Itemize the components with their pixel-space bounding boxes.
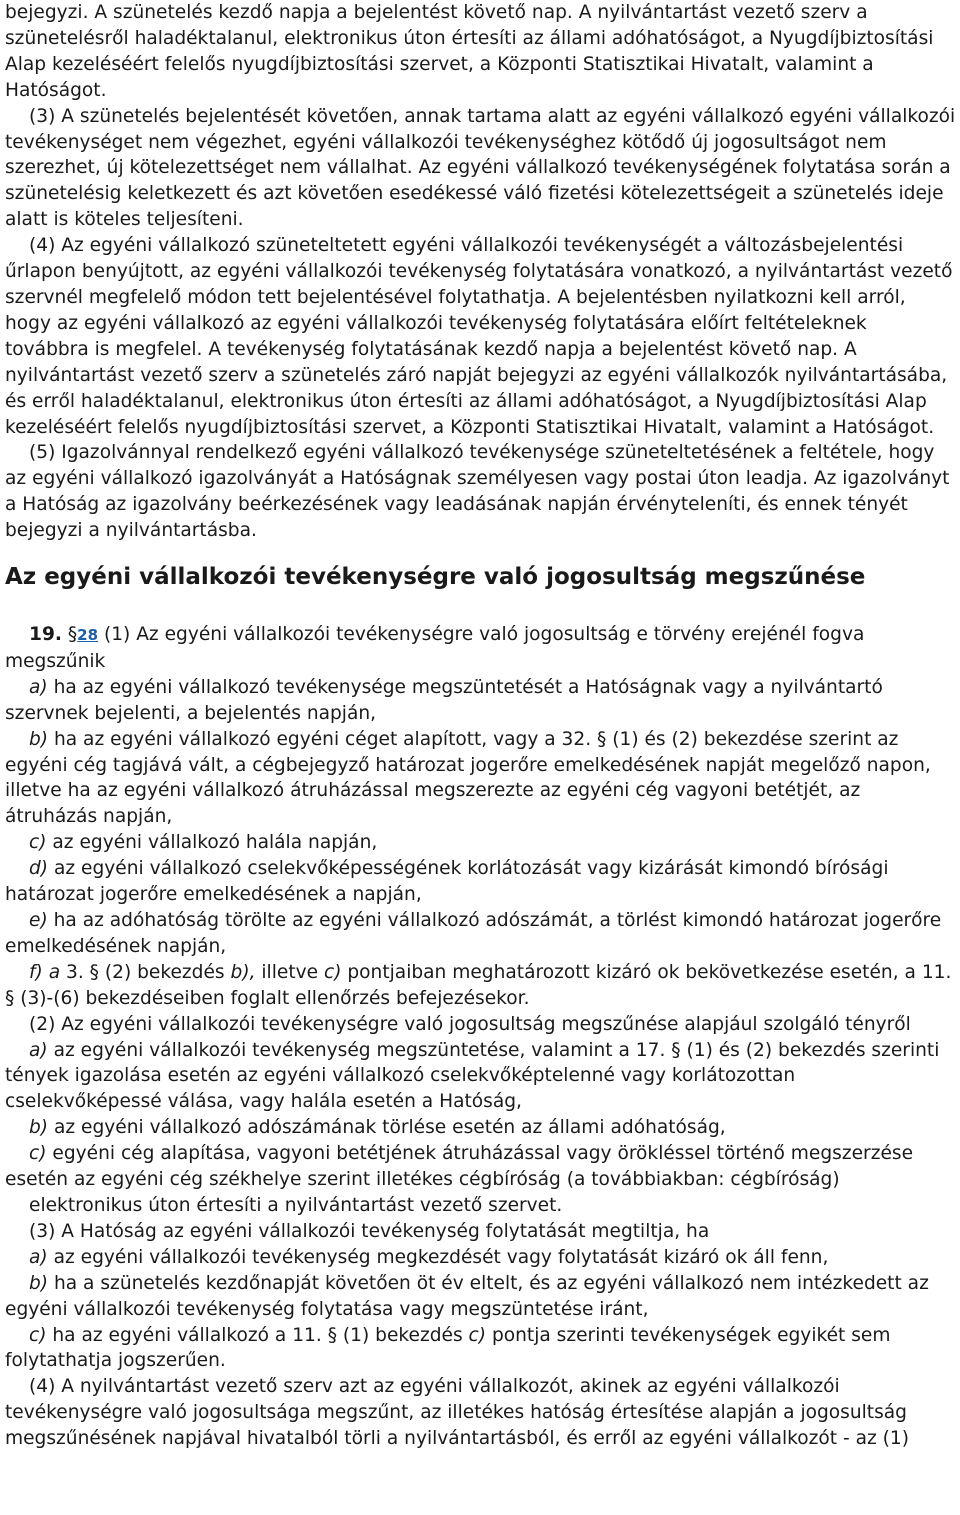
item-text: pontjaiban meghatározott kizáró ok bekövetkezése esetén, a 11. § (3)-(6) bekezdéseiben foglalt ellenőrzés befejezésekor. <box>5 961 952 1009</box>
item-label: c) <box>29 1324 47 1346</box>
item-text: ha az adóhatóság törölte az egyéni vállalkozó adószámát, a törlést kimondó határozat jogerőre emelkedésének napján, <box>5 910 942 957</box>
item-label: b) <box>29 1272 49 1294</box>
item-label: a) <box>29 1246 48 1268</box>
item-3b <box>5 1271 956 1323</box>
item-label: b) <box>29 728 49 750</box>
item-text: 3. § (2) bekezdés <box>60 961 231 983</box>
item-text: az egyéni vállalkozó adószámának törlése esetén az állami adóhatóság, <box>48 1117 726 1139</box>
item-ref: c) <box>468 1324 487 1346</box>
spacer <box>5 544 956 562</box>
item-label: c) <box>29 1143 47 1165</box>
section-title: Az egyéni vállalkozói tevékenységre való jogosultság megszűnése <box>5 564 866 591</box>
paragraph-4: (4) Az egyéni vállalkozó szüneteltetett egyéni vállalkozói tevékenységét a változásbejelentési űrlapon benyújtott, az egyéni vállalkozói tevékenység folytatására vonatkozó, a nyilvántartást vezető szervnél megfelelő módon tett bejelentésével folytathatja. A bejelentésben nyilatkozni kell arról, hogy az egyéni vállalkozó az egyéni vállalkozói tevékenység folytatására előírt feltételeknek továbbra is megfelel. A tevékenység folytatásának kezdő napja a bejelentést követő nap. A nyilvántartást vezető szerv a szünetelés záró napját bejegyzi az egyéni vállalkozók nyilvántartásába, és erről haladéktalanul, elektronikus úton értesíti az állami adóhatóságot, a Nyugdíjbiztosítási Alap kezeléséért felelős nyugdíjbiztosítási szervet, a Központi Statisztikai Hivatalt, valamint a Hatóságot. <box>5 235 953 438</box>
section-19-paragraph-3: (3) A Hatóság az egyéni vállalkozói tevékenység folytatását megtiltja, ha <box>29 1220 710 1242</box>
item-1e <box>5 908 956 960</box>
item-1a <box>5 675 956 727</box>
item-2a <box>5 1038 956 1116</box>
item-1c <box>5 830 956 856</box>
section-19-paragraph-1 <box>5 622 956 675</box>
item-2-tail: elektronikus úton értesíti a nyilvántartást vezető szervet. <box>29 1194 563 1216</box>
item-text: ha az egyéni vállalkozó tevékenysége megszüntetését a Hatóságnak vagy a nyilvántartó szervnek bejelenti, a bejelentés napján, <box>5 676 883 724</box>
item-text: egyéni cég alapítása, vagyoni betétjének átruházással vagy örökléssel történő megszerzése esetén az egyéni cég székhelye szerint illetékes cégbíróság (a továbbiakban: cégbíróság) <box>5 1143 914 1191</box>
item-ref: b), <box>230 961 256 983</box>
item-1d <box>5 856 956 908</box>
item-text: ha a szünetelés kezdőnapját követően öt év eltelt, és az egyéni vállalkozó nem intézkedett az egyéni vállalkozói tevékenység folytatása vagy megszüntetése iránt, <box>5 1272 929 1320</box>
section-19-paragraph-4: (4) A nyilvántartást vezető szerv azt az egyéni vállalkozót, akinek az egyéni vállalkozói tevékenységre való jogosultsága megszűnt, az illetékes hatóság értesítése alapján a jogosultság megszűnésének napjával hivatalból törli a nyilvántartásból, és erről az egyéni vállalkozót - az (1) <box>5 1376 909 1450</box>
footnote-link[interactable]: 28 <box>77 626 99 645</box>
item-label: b) <box>29 1117 49 1139</box>
item-label: a) <box>29 1039 48 1061</box>
item-label: a) <box>29 676 48 698</box>
section-19-1-text: (1) Az egyéni vállalkozói tevékenységre való jogosultság e törvény erejénél fogva megszűnik <box>5 624 865 672</box>
item-1f <box>5 960 956 1012</box>
item-label: e) <box>29 910 48 931</box>
spacer <box>5 592 956 622</box>
item-3c <box>5 1323 956 1375</box>
paragraph-5: (5) Igazolvánnyal rendelkező egyéni vállalkozó tevékenysége szüneteltetésének a feltétele, hogy az egyéni vállalkozó igazolványát a Hatóságnak személyesen vagy postai úton leadja. Az igazolványt a Hatóság az igazolvány beérkezésének vagy leadásának napján érvényteleníti, és ennek tényét bejegyzi a nyilvántartásba. <box>5 442 950 542</box>
item-2c <box>5 1141 956 1193</box>
item-text: pontja szerinti tevékenységek egyikét sem folytathatja jogszerűen. <box>5 1324 891 1372</box>
item-text: az egyéni vállalkozói tevékenység megszüntetése, valamint a 17. § (1) és (2) bekezdés szerinti tények igazolása esetén az egyéni vállalkozó cselekvőképtelenné vagy korlátozottan cselekvőképessé válása, vagy halála esetén a Hatóság, <box>5 1039 940 1113</box>
item-text: illetve <box>255 961 324 983</box>
item-label: f) a <box>29 961 61 983</box>
item-text: ha az egyéni vállalkozó egyéni céget alapított, vagy a 32. § (1) és (2) bekezdése szerint az egyéni cég tagjává vált, a cégbejegyző határozat jogerőre emelkedésének napját megelőző napon, illetve ha az egyéni vállalkozó átruházással megszerezte az egyéni cég vagyoni betétjét, az átruházás napján, <box>5 728 931 828</box>
item-text: az egyéni vállalkozó halála napján, <box>46 832 378 854</box>
item-ref: c) <box>323 961 342 983</box>
item-2b <box>5 1115 956 1141</box>
section-number: 19. <box>29 624 62 646</box>
item-text: az egyéni vállalkozó cselekvőképességének korlátozását vagy kizárását kimondó bírósági határozat jogerőre emelkedésének a napján, <box>5 858 889 906</box>
section-sign: § <box>67 624 78 646</box>
intro-paragraph: bejegyzi. A szünetelés kezdő napja a bejelentést követő nap. A nyilvántartást vezető szerv a szünetelésről haladéktalanul, elektronikus úton értesíti az állami adóhatóságot, a Nyugdíjbiztosítási Alap kezeléséért felelős nyugdíjbiztosítási szervet, a Központi Statisztikai Hivatalt, valamint a Hatóságot. <box>5 2 934 101</box>
item-label: d) <box>29 858 49 880</box>
item-3a <box>5 1245 956 1271</box>
item-text: ha az egyéni vállalkozó a 11. § (1) bekezdés <box>46 1324 469 1346</box>
item-label: c) <box>29 832 47 854</box>
paragraph-3: (3) A szünetelés bejelentését követően, annak tartama alatt az egyéni vállalkozó egyéni vállalkozói tevékenységet nem végezhet, egyéni vállalkozói tevékenységhez kötődő új jogosultságot nem szerezhet, új kötelezettséget nem vállalhat. Az egyéni vállalkozó tevékenységének folytatása során a szünetelésig keletkezett és azt követően esedékessé váló fizetési kötelezettségeit a szünetelés ideje alatt is köteles teljesíteni. <box>5 105 956 231</box>
item-1b <box>5 727 956 831</box>
item-text: az egyéni vállalkozói tevékenység megkezdését vagy folytatását kizáró ok áll fenn, <box>47 1246 829 1268</box>
section-19-paragraph-2: (2) Az egyéni vállalkozói tevékenységre való jogosultság megszűnése alapjául szolgáló tényről <box>29 1013 911 1035</box>
